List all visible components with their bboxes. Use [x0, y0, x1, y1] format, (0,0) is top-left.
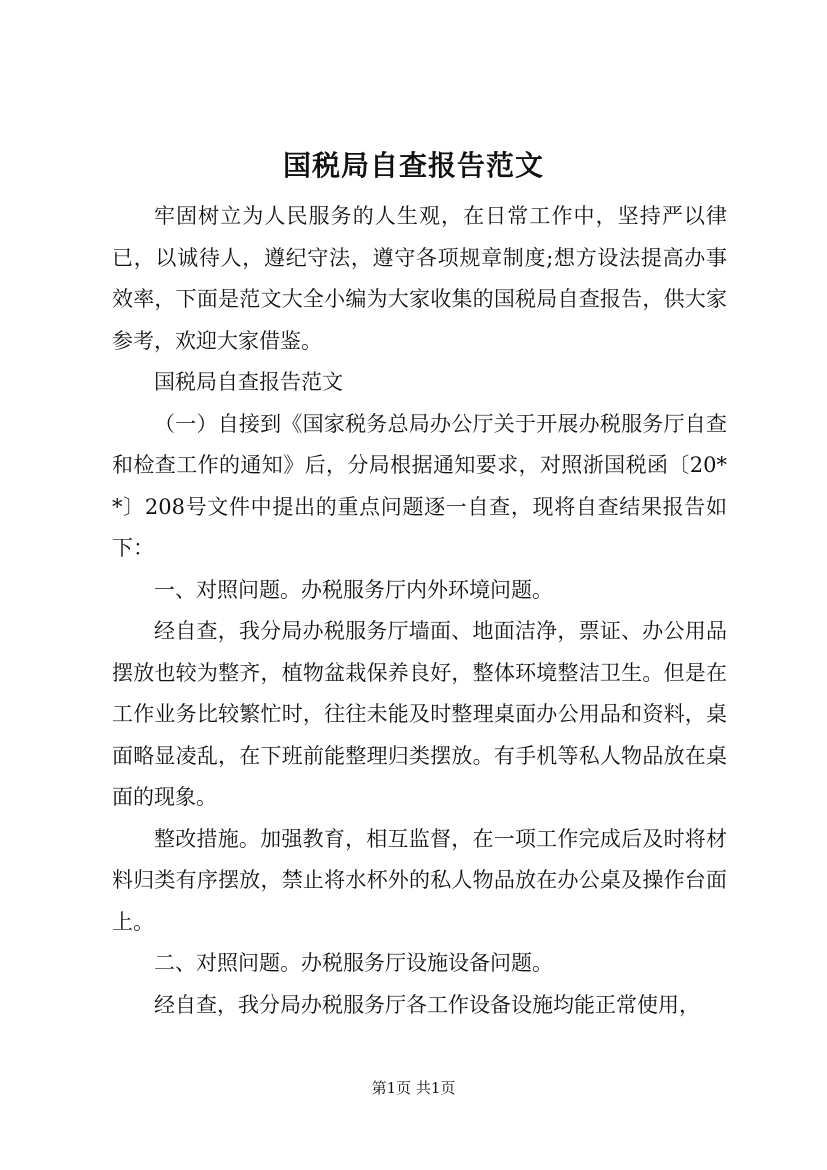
paragraph-issue-1-heading: 一、对照问题。办税服务厅内外环境问题。 — [154, 577, 553, 602]
paragraph-issue-1-findings: 经自查，我分局办税服务厅墙面、地面洁净，票证、办公用品摆放也较为整齐，植物盆栽保养良好，整体环境整洁卫生。但是在工作业务比较繁忙时，往往未能及时整理桌面办公用品和资料，桌面略显凌乱，在下班前能整理归类摆放。有手机等私人物品放在桌面的现象。 — [112, 619, 727, 809]
document-title: 国税局自查报告范文 — [282, 149, 544, 182]
document-body — [112, 196, 727, 1026]
paragraph-issue-2-findings: 经自查，我分局办税服务厅各工作设备设施均能正常使用， — [154, 992, 700, 1017]
paragraph-section-1: （一）自接到《国家税务总局办公厅关于开展办税服务厅自查和检查工作的通知》后，分局根据通知要求，对照浙国税函〔20**〕208号文件中提出的重点问题逐一自查，现将自查结果报告如下： — [112, 411, 727, 560]
paragraph-subtitle: 国税局自查报告范文 — [154, 370, 343, 394]
paragraph-intro: 牢固树立为人民服务的人生观，在日常工作中，坚持严以律已，以诚待人，遵纪守法，遵守各项规章制度;想方设法提高办事效率，下面是范文大全小编为大家收集的国税局自查报告，供大家参考，欢迎大家借鉴。 — [112, 204, 727, 353]
paragraph-issue-2-heading: 二、对照问题。办税服务厅设施设备问题。 — [154, 951, 553, 975]
page-footer: 第1页 共1页 — [371, 1079, 456, 1097]
paragraph-issue-1-measures: 整改措施。加强教育，相互监督，在一项工作完成后及时将材料归类有序摆放，禁止将水杯外的私人物品放在办公桌及操作台面上。 — [112, 826, 727, 934]
